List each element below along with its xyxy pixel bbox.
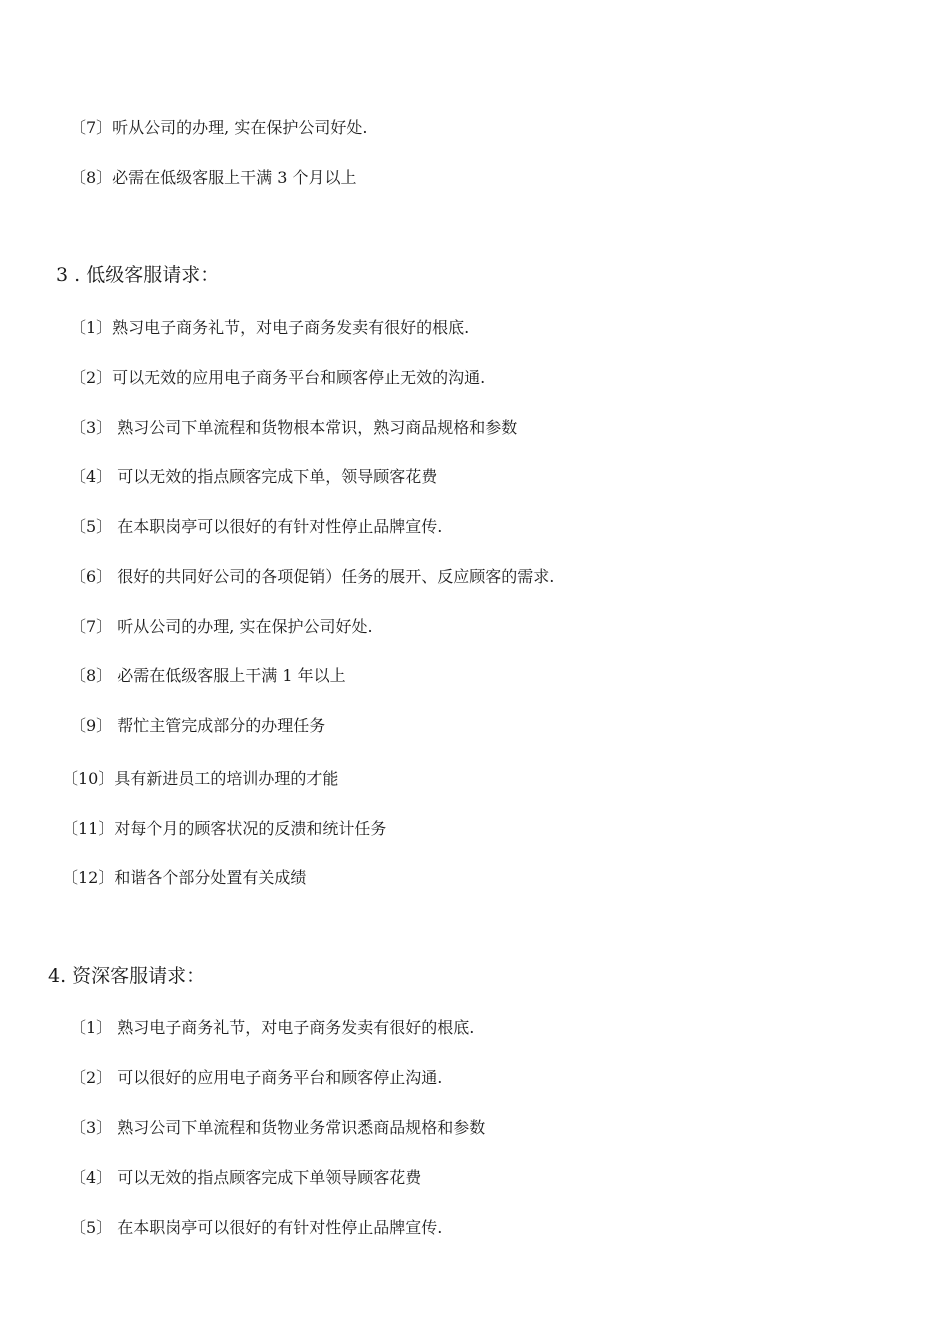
list-item: 〔3〕 熟习公司下单流程和货物根本常识，熟习商品规格和参数 (70, 418, 518, 437)
list-item: 〔2〕 可以很好的应用电子商务平台和顾客停止沟通. (70, 1068, 443, 1087)
list-item: 〔8〕必需在低级客服上干满 3 个月以上 (70, 168, 357, 187)
list-item: 〔4〕 可以无效的指点顾客完成下单领导顾客花费 (70, 1168, 422, 1187)
list-item: 〔8〕 必需在低级客服上干满 1 年以上 (70, 666, 346, 685)
list-item: 〔6〕 很好的共同好公司的各项促销）任务的展开、反应顾客的需求. (70, 567, 555, 586)
list-item: 〔9〕 帮忙主管完成部分的办理任务 (70, 716, 326, 735)
list-item: 〔12〕和谐各个部分处置有关成绩 (62, 868, 307, 887)
section-heading: 4. 资深客服请求： (48, 965, 206, 987)
list-item: 〔7〕听从公司的办理, 实在保护公司好处. (70, 118, 368, 137)
list-item: 〔3〕 熟习公司下单流程和货物业务常识悉商品规格和参数 (70, 1118, 486, 1137)
list-item: 〔5〕 在本职岗亭可以很好的有针对性停止品牌宣传. (70, 1218, 443, 1237)
section-heading: 3 . 低级客服请求： (56, 264, 220, 286)
list-item: 〔2〕可以无效的应用电子商务平台和顾客停止无效的沟通. (70, 368, 486, 387)
list-item: 〔5〕 在本职岗亭可以很好的有针对性停止品牌宣传. (70, 517, 443, 536)
list-item: 〔4〕 可以无效的指点顾客完成下单，领导顾客花费 (70, 467, 438, 486)
list-item: 〔7〕 听从公司的办理, 实在保护公司好处. (70, 617, 373, 636)
list-item: 〔10〕具有新进员工的培训办理的才能 (62, 769, 339, 788)
list-item: 〔1〕 熟习电子商务礼节，对电子商务发卖有很好的根底. (70, 1018, 475, 1037)
list-item: 〔11〕对每个月的顾客状况的反溃和统计任务 (62, 819, 387, 838)
list-item: 〔1〕熟习电子商务礼节，对电子商务发卖有很好的根底. (70, 318, 470, 337)
